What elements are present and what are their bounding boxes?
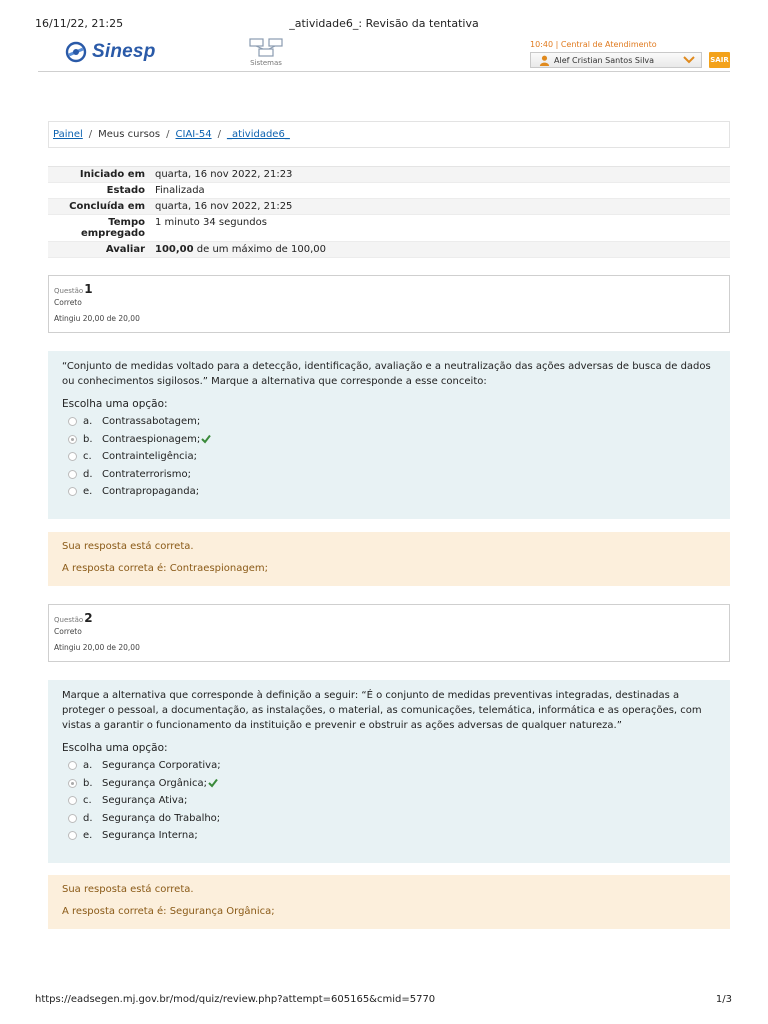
logout-button[interactable]: SAIR [709,52,730,68]
answer-option[interactable] [62,448,716,466]
question-number-value: 1 [84,282,93,296]
check-icon [201,434,211,444]
option-letter: b. [83,433,93,445]
answer-option[interactable] [62,757,716,775]
summary-value: Finalizada [155,185,205,196]
breadcrumb-separator: / [217,129,221,140]
header-user-area [530,40,729,65]
radio-button[interactable] [68,814,77,823]
question-grade: Atingiu 20,00 de 20,00 [54,643,140,652]
breadcrumb-course-link[interactable]: CIAI-54 [175,129,212,140]
answer-options [62,757,716,845]
option-letter: c. [83,451,92,463]
user-icon [539,55,550,66]
question-number [54,282,724,296]
option-letter: a. [83,760,93,772]
logo-text: Sinesp [92,41,156,62]
question-prompt: Escolha uma opção: [62,742,168,754]
question-state: Correto [54,627,82,636]
breadcrumb-activity-link[interactable]: _atividade6_ [226,129,290,140]
user-name: Alef Cristian Santos Silva [554,55,655,65]
breadcrumb-courses: Meus cursos [98,129,161,140]
systems-label: Sistemas [250,59,282,67]
option-text: Contrassabotagem; [102,416,201,428]
question-text: Marque a alternativa que corresponde à definição a seguir: “É o conjunto de medidas preventivas integradas, destinadas a proteger o pessoal, a documentação, as instalações, o material, as comunicações, telemática, informática e as operações, com vistas a garantir o funcionamento da instituição e prevenir e obstruir as ações adversas de qualquer natureza.” [62,690,702,731]
sinesp-logo[interactable] [64,40,156,64]
summary-row-grade [48,242,730,258]
option-text: Contraespionagem; [102,433,201,445]
answer-option[interactable] [62,483,716,501]
user-menu[interactable] [530,52,702,68]
option-letter: d. [83,812,93,824]
summary-label: Concluída em [69,201,145,212]
question-prompt: Escolha uma opção: [62,398,168,410]
answer-options [62,413,716,501]
option-text: Segurança do Trabalho; [102,812,221,824]
question-info [48,604,730,662]
right-answer-text: A resposta correta é: Contraespionagem; [62,563,268,574]
question-grade: Atingiu 20,00 de 20,00 [54,314,140,323]
question-feedback [48,875,730,929]
breadcrumb-home-link[interactable]: Painel [53,129,83,140]
radio-button[interactable] [68,452,77,461]
attempt-summary-table [48,166,730,258]
feedback-text: Sua resposta está correta. [62,884,194,895]
question-content [48,680,730,863]
option-letter: b. [83,777,93,789]
option-text: Contrapropaganda; [102,486,200,498]
summary-label: Avaliar [105,244,145,255]
systems-icon [249,37,283,57]
summary-row-state [48,183,730,199]
systems-menu[interactable] [246,37,286,67]
option-text: Segurança Ativa; [102,795,188,807]
print-datetime: 16/11/22, 21:25 [35,17,124,30]
radio-button[interactable] [68,761,77,770]
radio-button[interactable] [68,831,77,840]
question-state: Correto [54,298,82,307]
question-label: Questão [54,287,84,295]
option-letter: a. [83,416,93,428]
summary-label: Tempo empregado [80,217,145,239]
support-link[interactable]: 10:40 | Central de Atendimento [530,40,657,49]
answer-option[interactable] [62,431,716,449]
print-page-number: 1/3 [715,994,732,1005]
print-url: https://eadsegen.mj.gov.br/mod/quiz/review.php?attempt=605165&cmid=5770 [35,994,436,1005]
summary-label: Estado [106,185,145,196]
radio-button[interactable] [68,796,77,805]
option-text: Segurança Corporativa; [102,760,221,772]
summary-row-started [48,167,730,183]
summary-row-completed [48,199,730,215]
grade-score: 100,00 [155,244,194,255]
question-feedback [48,532,730,586]
answer-option[interactable] [62,413,716,431]
question-content [48,351,730,519]
print-page-title: _atividade6_: Revisão da tentativa [289,17,479,30]
option-text: Segurança Interna; [102,830,198,842]
summary-value [151,242,730,257]
option-letter: d. [83,468,93,480]
breadcrumb [48,121,730,148]
option-letter: e. [83,486,93,498]
feedback-text: Sua resposta está correta. [62,541,194,552]
chevron-down-icon [683,55,695,65]
option-letter: e. [83,830,93,842]
radio-button[interactable] [68,487,77,496]
breadcrumb-separator: / [166,129,170,140]
radio-button[interactable] [68,470,77,479]
option-text: Contrainteligência; [102,451,197,463]
option-text: Contraterrorismo; [102,468,191,480]
option-text: Segurança Orgânica; [102,777,207,789]
answer-option[interactable] [62,810,716,828]
question-number [54,611,724,625]
question-text: “Conjunto de medidas voltado para a detecção, identificação, avaliação e a neutralização das ações adversas de busca de dados ou conhecimentos sigilosos.” Marque a alternativa que corresponde a esse conceito: [62,361,711,387]
summary-label: Iniciado em [79,169,145,180]
check-icon [208,778,218,788]
site-header [38,34,730,72]
summary-value: quarta, 16 nov 2022, 21:25 [155,201,293,212]
breadcrumb-separator: / [88,129,93,140]
answer-option[interactable] [62,792,716,810]
summary-value: quarta, 16 nov 2022, 21:23 [155,169,293,180]
radio-button[interactable] [68,417,77,426]
answer-option[interactable] [62,775,716,793]
radio-button-selected[interactable] [68,779,77,788]
radio-button-selected[interactable] [68,435,77,444]
question-info [48,275,730,333]
option-letter: c. [83,795,92,807]
summary-value: 1 minuto 34 segundos [155,217,267,228]
answer-option[interactable] [62,466,716,484]
question-label: Questão [54,616,84,624]
grade-suffix: de um máximo de 100,00 [193,244,326,255]
answer-option[interactable] [62,827,716,845]
sinesp-logo-icon [64,40,88,64]
right-answer-text: A resposta correta é: Segurança Orgânica; [62,906,275,917]
summary-row-time-taken [48,215,730,242]
question-number-value: 2 [84,611,93,625]
